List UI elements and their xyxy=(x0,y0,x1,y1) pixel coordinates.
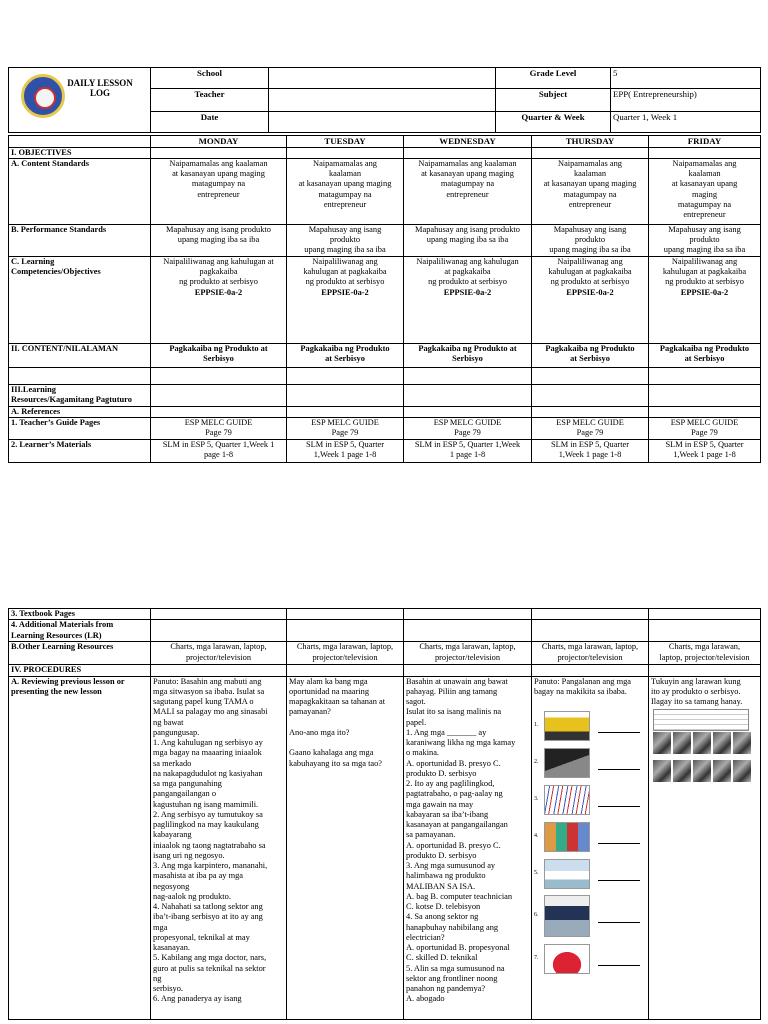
date-value xyxy=(269,112,496,133)
reviewing-row xyxy=(9,676,761,1019)
friday-pictures-row-2 xyxy=(652,759,758,786)
picture-item xyxy=(534,744,646,781)
learners-materials-row xyxy=(9,440,761,463)
quarter-week-label: Quarter & Week xyxy=(496,112,611,133)
competencies-tuesday: Naipaliliwanag ang kahulugan at pagkakaiba ng produkto at serbisyo xyxy=(303,256,387,287)
picture-item-number: 4. xyxy=(534,832,539,839)
picture-item-number: 7. xyxy=(534,954,539,961)
thursday-instructions: Panuto: Pangalanan ang mga bagay na makikita sa ibaba. xyxy=(534,676,631,696)
photo-image xyxy=(713,732,731,754)
other-resources-label: B.Other Learning Resources xyxy=(9,642,151,665)
groceries-image xyxy=(544,822,590,852)
day-wednesday: WEDNESDAY xyxy=(404,136,532,148)
learners-materials-thursday: SLM in ESP 5, Quarter 1,Week 1 page 1-8 xyxy=(532,440,649,463)
references-heading: A. References xyxy=(9,406,151,417)
pens-image xyxy=(544,785,590,815)
competencies-row xyxy=(9,256,761,343)
teachers-guide-friday: ESP MELC GUIDE Page 79 xyxy=(649,418,761,440)
reviewing-monday: Panuto: Basahin ang mabuti ang mga sitwasyon sa ibaba. Isulat sa sagutang papel kung TAMA o MALI sa palagay mo ang sinasabi ng bawat pangungusap. 1. Ang kahulugan ng serbisyo ay mga bagay na maaaring iniaalok sa merkado na nakapagdudulot ng kasiyahan sa mga pangunahing pangangailangan o kagustuhan ng isang mamimili. 2. Ang serbisyo ay tumutukoy sa paglilingkod na may kaukulang kabayarang iniaalok ng taong nagtatrabaho sa isang uri ng negosyo. 3. Ang mga karpintero, mananahi, masahista at iba pa ay mga negosyong nag-aalok ng produkto. 4. Nahahati sa tatlong sektor ang iba’t-ibang serbisyo at ito ay ang mga propesyonal, teknikal at may kasanayan. 5. Kabilang ang mga doctor, nars, guro at pulis sa teknikal na sektor ng serbisyo. 6. Ang panaderya ay isang xyxy=(151,676,287,1019)
learning-resources-heading: III.Learning Resources/Kagamitang Pagtuturo xyxy=(9,384,151,406)
teachers-guide-monday: ESP MELC GUIDE Page 79 xyxy=(151,418,287,440)
day-tuesday: TUESDAY xyxy=(287,136,404,148)
learners-materials-monday: SLM in ESP 5, Quarter 1,Week 1 page 1-8 xyxy=(151,440,287,463)
teacher-label: Teacher xyxy=(151,89,269,112)
learners-materials-wednesday: SLM in ESP 5, Quarter 1,Week 1 page 1-8 xyxy=(404,440,532,463)
competency-code-thursday: EPPSIE-0a-2 xyxy=(566,287,614,297)
car-image xyxy=(544,711,590,741)
content-thursday: Pagkakaiba ng Produkto at Serbisyo xyxy=(532,343,649,367)
learners-materials-tuesday: SLM in ESP 5, Quarter 1,Week 1 page 1-8 xyxy=(287,440,404,463)
other-resources-row xyxy=(9,642,761,665)
picture-item xyxy=(534,707,646,744)
competencies-monday: Naipaliliwanag ang kahulugan at pagkakaiba ng produkto at serbisyo xyxy=(163,256,274,287)
picture-item-number: 5. xyxy=(534,869,539,876)
classification-table-image xyxy=(653,709,749,731)
picture-item xyxy=(534,892,646,940)
performance-standards-tuesday: Mapahusay ang isang produkto upang maging iba sa iba xyxy=(287,224,404,256)
picture-item xyxy=(534,855,646,892)
content-wednesday: Pagkakaiba ng Produkto at Serbisyo xyxy=(404,343,532,367)
reviewing-tuesday: May alam ka bang mga oportunidad na maaring mapagkakitaan sa tahanan at pamayanan? Ano-ano mga ito? Gaano kahalaga ang mga kabuhayang ito sa mga tao? xyxy=(287,676,404,1019)
answer-blank xyxy=(598,830,640,844)
days-row xyxy=(9,136,761,148)
other-resources-monday: Charts, mga larawan, laptop, projector/television xyxy=(151,642,287,665)
lesson-table-part-1 xyxy=(8,135,761,463)
photo-image xyxy=(713,760,731,782)
reviewing-wednesday: Basahin at unawain ang bawat pahayag. Piliin ang tamang sagot. Isulat ito sa isang malinis na papel. 1. Ang mga _______ ay karaniwang likha ng mga kamay o makina. A. oportunidad B. presyo C. produkto D. serbisyo 2. Ito ay ang paglilingkod, pagtatrabaho, o pag-aalay ng mga gawain na may kabayaran sa iba’t-ibang kasanayan at pangangailangan sa pamayanan. A. oportunidad B. presyo C. produkto D. serbisyo 3. Ang mga sumusunod ay halimbawa ng produkto MALIBAN SA ISA. A. bag B. computer teachnician C. kotse D. telebisyon 4. Sa anong sektor ng hanapbuhay nabibilang ang electrician? A. oportunidad B. propesyonal C. skilled D. teknikal 5. Alin sa mga sumusunod na sektor ang frontliner noong panahon ng pandemya? A. abogado xyxy=(404,676,532,1019)
answer-blank xyxy=(598,793,640,807)
other-resources-friday: Charts, mga larawan, laptop, projector/television xyxy=(649,642,761,665)
learners-materials-friday: SLM in ESP 5, Quarter 1,Week 1 page 1-8 xyxy=(649,440,761,463)
competencies-thursday: Naipaliliwanag ang kahulugan at pagkakaiba ng produkto at serbisyo xyxy=(548,256,632,287)
lesson-table-part-2 xyxy=(8,608,761,1020)
performance-standards-label: B. Performance Standards xyxy=(9,224,151,256)
teachers-guide-tuesday: ESP MELC GUIDE Page 79 xyxy=(287,418,404,440)
deped-seal-icon xyxy=(21,74,65,118)
teachers-guide-wednesday: ESP MELC GUIDE Page 79 xyxy=(404,418,532,440)
reviewing-friday xyxy=(649,676,761,1019)
content-standards-monday: Naipamamalas ang kaalaman at kasanayan upang maging matagumpay na entrepreneur xyxy=(151,158,287,224)
content-tuesday: Pagkakaiba ng Produkto at Serbisyo xyxy=(287,343,404,367)
quarter-week-value: Quarter 1, Week 1 xyxy=(611,112,761,133)
content-standards-label: A. Content Standards xyxy=(9,158,151,224)
page-title: DAILY LESSON LOG xyxy=(67,78,133,98)
answer-blank xyxy=(598,909,640,923)
content-monday: Pagkakaiba ng Produkto at Serbisyo xyxy=(151,343,287,367)
objectives-heading: I. OBJECTIVES xyxy=(9,147,151,158)
teachers-guide-row xyxy=(9,418,761,440)
content-standards-row xyxy=(9,158,761,224)
content-row xyxy=(9,343,761,367)
picture-item-number: 6. xyxy=(534,912,539,919)
other-resources-tuesday: Charts, mga larawan, laptop, projector/television xyxy=(287,642,404,665)
performance-standards-monday: Mapahusay ang isang produkto upang maging iba sa iba xyxy=(151,224,287,256)
header-logo-cell xyxy=(9,68,151,133)
answer-blank xyxy=(598,756,640,770)
handbag-image xyxy=(544,944,590,974)
content-standards-friday: Naipamamalas ang kaalaman at kasanayan upang maging matagumpay na entrepreneur xyxy=(649,158,761,224)
photo-image xyxy=(653,732,671,754)
friday-instructions: Tukuyin ang larawan kung ito ay produkto o serbisyo. Ilagay ito sa tamang hanay. xyxy=(651,676,743,706)
laptop-image xyxy=(544,748,590,778)
content-standards-thursday: Naipamamalas ang kaalaman at kasanayan upang maging matagumpay na entrepreneur xyxy=(532,158,649,224)
dentist-image xyxy=(544,859,590,889)
performance-standards-row xyxy=(9,224,761,256)
header-table xyxy=(8,67,761,133)
teachers-guide-thursday: ESP MELC GUIDE Page 79 xyxy=(532,418,649,440)
subject-label: Subject xyxy=(496,89,611,112)
day-monday: MONDAY xyxy=(151,136,287,148)
photo-image xyxy=(693,732,711,754)
picture-item-number: 1. xyxy=(534,721,539,728)
date-label: Date xyxy=(151,112,269,133)
competencies-friday: Naipaliliwanag ang kahulugan at pagkakaiba ng produkto at serbisyo xyxy=(662,256,747,287)
officer-image xyxy=(544,895,590,937)
photo-image xyxy=(673,760,691,782)
picture-item-number: 2. xyxy=(534,758,539,765)
photo-image xyxy=(673,732,691,754)
content-standards-tuesday: Naipamamalas ang kaalaman at kasanayan upang maging matagumpay na entrepreneur xyxy=(287,158,404,224)
photo-image xyxy=(653,760,671,782)
performance-standards-thursday: Mapahusay ang isang produkto upang maging iba sa iba xyxy=(532,224,649,256)
learners-materials-label: 2. Learner’s Materials xyxy=(9,440,151,463)
competencies-label: C. Learning Competencies/Objectives xyxy=(9,256,151,343)
friday-pictures-row-1 xyxy=(652,731,758,758)
answer-blank xyxy=(598,867,640,881)
content-friday: Pagkakaiba ng Produkto at Serbisyo xyxy=(649,343,761,367)
day-thursday: THURSDAY xyxy=(532,136,649,148)
performance-standards-friday: Mapahusay ang isang produkto upang maging iba sa iba xyxy=(649,224,761,256)
picture-item xyxy=(534,940,646,977)
reviewing-thursday xyxy=(532,676,649,1019)
photo-image xyxy=(733,760,751,782)
picture-item xyxy=(534,781,646,818)
textbook-pages-label: 3. Textbook Pages xyxy=(9,609,151,620)
day-friday: FRIDAY xyxy=(649,136,761,148)
competency-code-tuesday: EPPSIE-0a-2 xyxy=(321,287,369,297)
reviewing-label: A. Reviewing previous lesson or presenting the new lesson xyxy=(9,676,151,1019)
photo-image xyxy=(733,732,751,754)
competency-code-wednesday: EPPSIE-0a-2 xyxy=(443,287,492,297)
content-label: II. CONTENT/NILALAMAN xyxy=(9,343,151,367)
school-label: School xyxy=(151,68,269,89)
competency-code-friday: EPPSIE-0a-2 xyxy=(680,287,729,297)
photo-image xyxy=(693,760,711,782)
teacher-value xyxy=(269,89,496,112)
procedures-heading: IV. PROCEDURES xyxy=(9,665,151,676)
grade-level-value: 5 xyxy=(611,68,761,89)
school-value xyxy=(269,68,496,89)
content-standards-wednesday: Naipamamalas ang kaalaman at kasanayan upang maging matagumpay na entrepreneur xyxy=(404,158,532,224)
answer-blank xyxy=(598,719,640,733)
other-resources-thursday: Charts, mga larawan, laptop, projector/television xyxy=(532,642,649,665)
performance-standards-wednesday: Mapahusay ang isang produkto upang maging iba sa iba xyxy=(404,224,532,256)
other-resources-wednesday: Charts, mga larawan, laptop, projector/television xyxy=(404,642,532,665)
teachers-guide-label: 1. Teacher’s Guide Pages xyxy=(9,418,151,440)
grade-level-label: Grade Level xyxy=(496,68,611,89)
competency-code-monday: EPPSIE-0a-2 xyxy=(194,287,243,297)
additional-materials-label: 4. Additional Materials from Learning Resources (LR) xyxy=(9,620,151,642)
subject-value: EPP( Entrepreneurship) xyxy=(611,89,761,112)
competencies-wednesday: Naipaliliwanag ang kahulugan at pagkakaiba ng produkto at serbisyo xyxy=(416,256,519,287)
picture-item xyxy=(534,818,646,855)
answer-blank xyxy=(598,952,640,966)
picture-item-number: 3. xyxy=(534,795,539,802)
